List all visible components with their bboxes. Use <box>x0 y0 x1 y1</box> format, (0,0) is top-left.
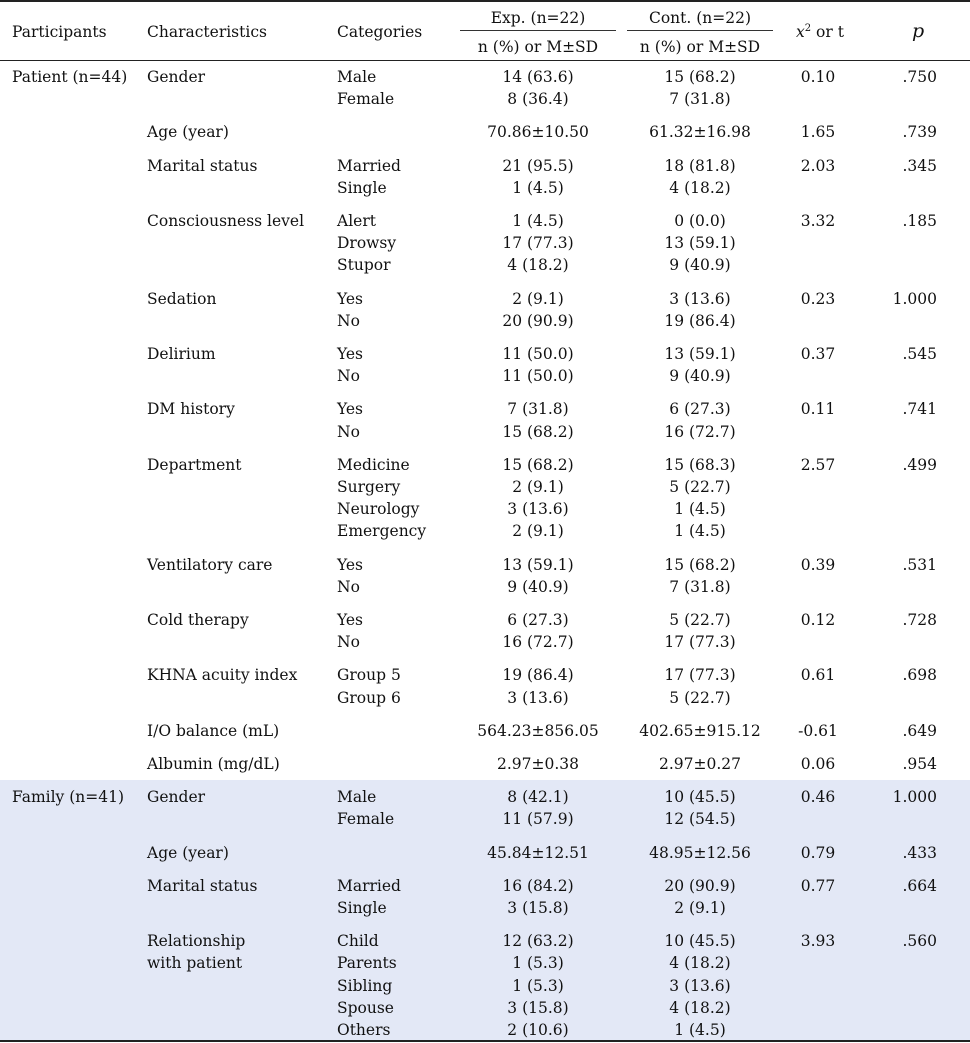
exp-value: 2 (10.6) <box>507 1021 569 1039</box>
cont-value: 1 (4.5) <box>674 522 726 541</box>
exp-value: 15 (68.2) <box>502 455 574 474</box>
p-value: .698 <box>902 666 937 685</box>
p-value: .499 <box>902 455 937 474</box>
category-label: Surgery <box>337 478 401 496</box>
exp-value: 2.97±0.38 <box>496 755 579 773</box>
cont-value: 19 (86.4) <box>664 311 736 330</box>
cont-value: 10 (45.5) <box>664 788 736 807</box>
cont-value: 17 (77.3) <box>664 666 736 685</box>
header-p: p <box>912 20 925 42</box>
p-value: .728 <box>902 611 937 629</box>
cont-value: 9 (40.9) <box>669 367 731 386</box>
characteristic-label: Ventilatory care <box>147 555 273 574</box>
stat-value: 0.23 <box>800 289 836 308</box>
category-label: No <box>337 367 360 386</box>
cont-value: 402.65±915.12 <box>639 721 761 740</box>
category-label: Male <box>337 788 377 807</box>
stat-value: 3.93 <box>800 932 836 951</box>
cont-value: 9 (40.9) <box>669 256 731 275</box>
exp-value: 16 (72.7) <box>502 633 574 652</box>
cont-value: 2 (9.1) <box>674 899 726 917</box>
category-label: Female <box>337 810 395 829</box>
category-label: Yes <box>337 289 364 308</box>
stat-value: 2.57 <box>800 455 836 474</box>
category-label: Married <box>337 876 401 895</box>
cont-value: 4 (18.2) <box>669 954 731 973</box>
cont-value: 61.32±16.98 <box>649 123 751 142</box>
characteristic-label: Relationship <box>147 932 246 951</box>
exp-value: 6 (27.3) <box>507 611 569 629</box>
characteristic-label: Gender <box>147 68 206 86</box>
category-label: Neurology <box>337 500 420 519</box>
p-value: .345 <box>902 156 937 175</box>
header-exp: Exp. (n=22) <box>490 9 586 27</box>
stat-value: 0.46 <box>800 788 836 807</box>
exp-value: 564.23±856.05 <box>477 721 599 740</box>
cont-value: 1 (4.5) <box>674 500 726 519</box>
exp-value: 3 (13.6) <box>507 688 569 707</box>
category-label: Child <box>337 932 379 951</box>
category-label: Male <box>337 68 377 86</box>
characteristic-label: KHNA acuity index <box>147 666 298 685</box>
characteristic-label: Age (year) <box>147 123 229 142</box>
cont-value: 13 (59.1) <box>664 234 736 253</box>
exp-value: 1 (4.5) <box>512 178 564 197</box>
exp-value: 9 (40.9) <box>507 577 569 596</box>
cont-value: 6 (27.3) <box>669 400 731 419</box>
characteristic-label: Albumin (mg/dL) <box>147 755 280 773</box>
header-cont-sub: n (%) or M±SD <box>639 38 761 56</box>
p-value: .649 <box>902 721 937 740</box>
participant-label: Family (n=41) <box>12 788 125 807</box>
characteristic-label: Cold therapy <box>147 611 249 629</box>
p-value: .664 <box>902 876 937 895</box>
header-exp-sub: n (%) or M±SD <box>477 38 599 56</box>
header-stat <box>796 22 844 42</box>
header-rule <box>0 60 970 61</box>
category-label: Sibling <box>337 976 393 995</box>
category-label: Yes <box>337 555 364 574</box>
cont-value: 7 (31.8) <box>669 577 731 596</box>
exp-value: 3 (15.8) <box>507 998 569 1017</box>
header-cont-underline <box>627 30 773 31</box>
exp-value: 4 (18.2) <box>507 256 569 275</box>
category-label: Yes <box>337 611 364 629</box>
exp-value: 14 (63.6) <box>502 68 574 86</box>
cont-value: 17 (77.3) <box>664 633 736 652</box>
stat-value: 0.06 <box>800 755 836 773</box>
exp-value: 17 (77.3) <box>502 234 574 253</box>
cont-value: 7 (31.8) <box>669 90 731 109</box>
cont-value: 1 (4.5) <box>674 1021 726 1039</box>
cont-value: 5 (22.7) <box>669 688 731 707</box>
stat-value: -0.61 <box>798 721 838 740</box>
category-label: Parents <box>337 954 397 973</box>
exp-value: 1 (5.3) <box>512 976 564 995</box>
exp-value: 2 (9.1) <box>512 289 564 308</box>
cont-value: 2.97±0.27 <box>658 755 741 773</box>
stat-value: 0.77 <box>800 876 836 895</box>
characteristic-label: DM history <box>147 400 235 419</box>
exp-value: 7 (31.8) <box>507 400 569 419</box>
stat-value: 0.61 <box>800 666 836 685</box>
cont-value: 20 (90.9) <box>664 876 736 895</box>
characteristic-label: Age (year) <box>147 843 229 862</box>
exp-value: 70.86±10.50 <box>487 123 589 142</box>
stat-value: 1.65 <box>800 123 836 142</box>
cont-value: 3 (13.6) <box>669 289 731 308</box>
exp-value: 1 (4.5) <box>512 212 564 230</box>
category-label: Female <box>337 90 395 109</box>
participant-label: Patient (n=44) <box>12 68 128 86</box>
exp-value: 21 (95.5) <box>502 156 574 175</box>
cont-value: 5 (22.7) <box>669 478 731 496</box>
stat-value: 3.32 <box>800 212 836 230</box>
p-value: .185 <box>902 212 937 230</box>
category-label: Drowsy <box>337 234 397 253</box>
category-label: Single <box>337 899 387 917</box>
characteristic-label: Gender <box>147 788 206 807</box>
category-label: No <box>337 633 360 652</box>
category-label: Yes <box>337 345 364 363</box>
cont-value: 5 (22.7) <box>669 611 731 629</box>
p-value: .739 <box>902 123 937 142</box>
stat-value: 0.11 <box>800 400 836 419</box>
header-stat-sup: 2 <box>804 23 812 34</box>
category-label: No <box>337 577 360 596</box>
cont-value: 0 (0.0) <box>674 212 726 230</box>
exp-value: 13 (59.1) <box>502 555 574 574</box>
cont-value: 4 (18.2) <box>669 178 731 197</box>
exp-value: 11 (57.9) <box>502 810 574 829</box>
p-value: .750 <box>902 68 937 86</box>
exp-value: 3 (13.6) <box>507 500 569 519</box>
exp-value: 11 (50.0) <box>502 345 574 363</box>
characteristic-label: Consciousness level <box>147 212 305 230</box>
p-value: .560 <box>902 932 937 951</box>
exp-value: 20 (90.9) <box>502 311 574 330</box>
p-value: .531 <box>902 555 937 574</box>
cont-value: 16 (72.7) <box>664 422 736 441</box>
exp-value: 11 (50.0) <box>502 367 574 386</box>
characteristic-label: Marital status <box>147 156 258 175</box>
header-stat-rest: or t <box>811 23 844 41</box>
p-value: .433 <box>902 843 937 862</box>
header-participants: Participants <box>12 23 107 41</box>
p-value: .741 <box>902 400 937 419</box>
cont-value: 12 (54.5) <box>664 810 736 829</box>
cont-value: 3 (13.6) <box>669 976 731 995</box>
cont-value: 18 (81.8) <box>664 156 736 175</box>
stat-value: 0.37 <box>800 345 836 363</box>
stat-value: 0.79 <box>800 843 836 862</box>
category-label: Medicine <box>337 455 410 474</box>
characteristic-label: Sedation <box>147 289 217 308</box>
stat-value: 2.03 <box>800 156 836 175</box>
header-cont: Cont. (n=22) <box>648 9 752 27</box>
category-label: Stupor <box>337 256 391 275</box>
p-value: 1.000 <box>892 289 937 308</box>
category-label: Yes <box>337 400 364 419</box>
exp-value: 2 (9.1) <box>512 522 564 541</box>
exp-value: 8 (36.4) <box>507 90 569 109</box>
p-value: .954 <box>902 755 937 773</box>
exp-value: 45.84±12.51 <box>487 843 589 862</box>
category-label: Alert <box>337 212 376 230</box>
header-stat-x: x <box>796 23 805 41</box>
cont-value: 4 (18.2) <box>669 998 731 1017</box>
p-value: 1.000 <box>892 788 937 807</box>
stat-value: 0.10 <box>800 68 836 86</box>
characteristic-label: I/O balance (mL) <box>147 721 280 740</box>
cont-value: 13 (59.1) <box>664 345 736 363</box>
cont-value: 10 (45.5) <box>664 932 736 951</box>
stat-value: 0.39 <box>800 555 836 574</box>
cont-value: 48.95±12.56 <box>649 843 751 862</box>
category-label: Others <box>337 1021 391 1039</box>
characteristic-label: Delirium <box>147 345 216 363</box>
cont-value: 15 (68.3) <box>664 455 736 474</box>
header-categories: Categories <box>337 23 423 41</box>
cont-value: 15 (68.2) <box>664 68 736 86</box>
characteristic-label: Department <box>147 455 242 474</box>
top-rule <box>0 0 970 2</box>
characteristic-label-cont: with patient <box>147 954 243 973</box>
exp-value: 3 (15.8) <box>507 899 569 917</box>
exp-value: 8 (42.1) <box>507 788 569 807</box>
stat-value: 0.12 <box>800 611 836 629</box>
category-label: No <box>337 422 360 441</box>
category-label: Emergency <box>337 522 427 541</box>
category-label: No <box>337 311 360 330</box>
category-label: Spouse <box>337 998 394 1017</box>
category-label: Married <box>337 156 401 175</box>
header-exp-underline <box>460 30 616 31</box>
exp-value: 16 (84.2) <box>502 876 574 895</box>
category-label: Group 6 <box>337 688 401 707</box>
exp-value: 15 (68.2) <box>502 422 574 441</box>
exp-value: 2 (9.1) <box>512 478 564 496</box>
category-label: Single <box>337 178 387 197</box>
p-value: .545 <box>902 345 937 363</box>
exp-value: 19 (86.4) <box>502 666 574 685</box>
characteristic-label: Marital status <box>147 876 258 895</box>
category-label: Group 5 <box>337 666 401 685</box>
header-characteristics: Characteristics <box>147 23 267 41</box>
exp-value: 1 (5.3) <box>512 954 564 973</box>
cont-value: 15 (68.2) <box>664 555 736 574</box>
exp-value: 12 (63.2) <box>502 932 574 951</box>
